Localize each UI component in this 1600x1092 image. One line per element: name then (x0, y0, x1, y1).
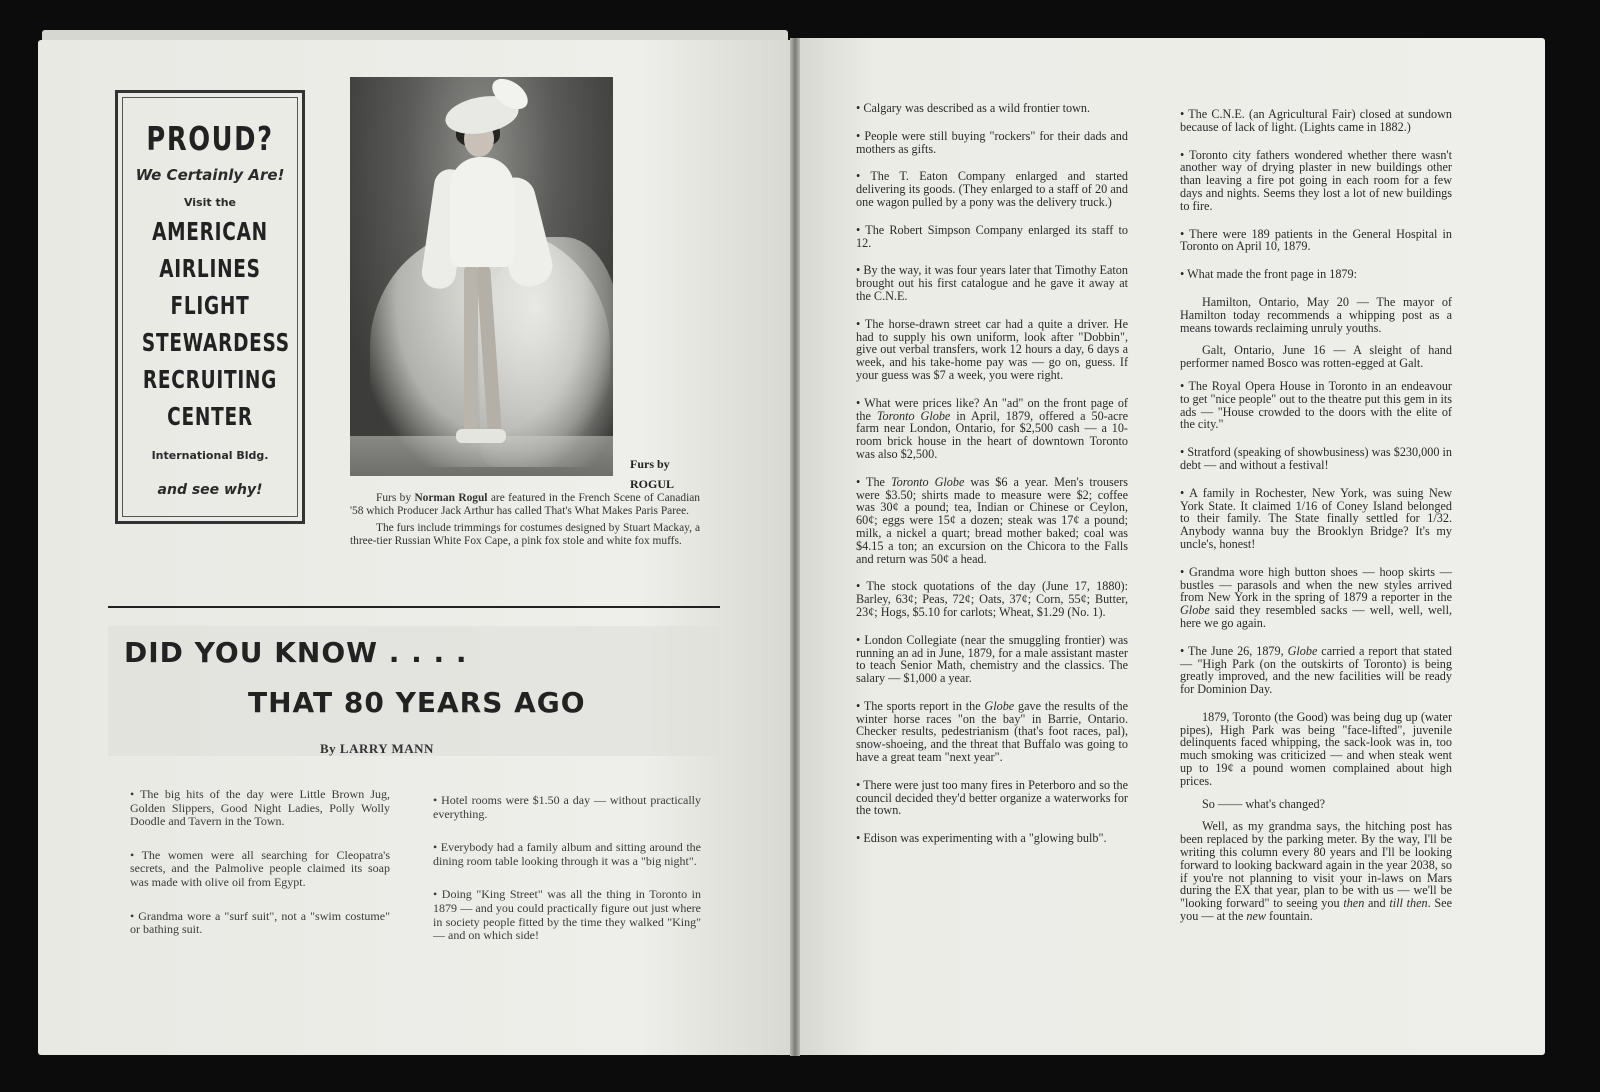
fashion-photo (350, 77, 613, 476)
list-item: • Doing "King Street" was all the thing in Toronto in 1879 — and you could practically figure out just where in society people fitted by the time they walked "King" — and on which side! (433, 887, 701, 943)
list-item: • Hotel rooms were $1.50 a day — without practically everything. (433, 793, 701, 821)
ad-line: STEWARDESS (141, 328, 290, 357)
list-item: • People were still buying "rockers" for their dads and mothers as gifts. (856, 128, 1128, 156)
caption-text: Furs by (376, 492, 415, 504)
item-text: was $6 a year. Men's trousers were $3.50; shirts made to measure were $2; coffee was 30¢ a pound; tea, Indian or Chinese or Ceylon, 60¢; eggs were 15¢ a dozen; steak was 17¢ a pound; milk, a nickel a quart; bread mother baked; coal was $4.15 a ton; an excursion on the Chicora to the Falls and return was 50¢ a head. (856, 474, 1128, 566)
item-text: • The June 26, 1879, (1180, 643, 1288, 658)
list-item: • The Royal Opera House in Toronto in an endeavour to get "nice people" out to the theatre put this gem in its ads — "House crowded to the doors with the elite of the city." (1180, 378, 1452, 432)
list-item (1180, 566, 1452, 630)
ad-name-lines (118, 213, 302, 435)
ad-subheadline: We Certainly Are! (135, 166, 285, 184)
news-item: Hamilton, Ontario, May 20 — The mayor of Hamilton today recommends a whipping post as a means towards reclaiming unruly youths. (1180, 294, 1452, 335)
list-item: • The Robert Simpson Company enlarged its staff to 12. (856, 222, 1128, 250)
section-divider (108, 606, 720, 608)
list-item: • Calgary was described as a wild frontier town. (856, 101, 1091, 115)
caption-paragraph: The furs include trimmings for costumes designed by Stuart Mackay, a three-tier Russian White Fox Cape, a pink fox stole and white fox muffs. (350, 522, 700, 547)
list-item: • Toronto city fathers wondered whether there wasn't another way of drying plaster in new buildings other than leaving a fire pot going in each room for a few days and nights. Seems they lost a lot of new buildings to fire. (1180, 147, 1452, 213)
ad-visit-text: Visit the (183, 196, 237, 209)
article-byline: By LARRY MANN (320, 741, 434, 756)
photo-credit-line: Furs by (630, 457, 670, 471)
item-text: in April, 1879, offered a 50-acre farm near London, Ontario, for $2,500 cash — a 10-room brick house in the heart of downtown Toronto was also $2,500. (856, 408, 1129, 461)
list-item: • The big hits of the day were Little Brown Jug, Golden Slippers, Good Night Ladies, Polly Wolly Doodle and Tavern in the Town. (130, 787, 390, 829)
item-text: fountain. (1265, 909, 1313, 924)
caption-paragraph (350, 492, 700, 517)
ad-line: AIRLINES (159, 254, 261, 283)
photo-leg (464, 265, 478, 435)
emphasis: new (1246, 909, 1266, 924)
newspaper-name: Globe (1287, 643, 1318, 658)
list-item: • The women were all searching for Cleopatra's secrets, and the Palmolive people claimed its soap was made with olive oil from Egypt. (130, 847, 390, 889)
photo-bodice (450, 157, 514, 267)
list-item: • The T. Eaton Company enlarged and started delivering its goods. (They enlarged to a staff of 20 and one wagon pulled by a pony was the delivery truck.) (856, 169, 1128, 209)
list-item: • Grandma wore a "surf suit", not a "swim costume" or bathing suit. (130, 908, 390, 937)
article-column-left-2 (433, 794, 701, 963)
ad-line: FLIGHT (170, 291, 250, 320)
list-item: • Stratford (speaking of showbusiness) was $230,000 in debt — and without a festival! (1180, 445, 1452, 472)
list-item: • What made the front page in 1879: (1180, 267, 1357, 282)
list-item: • London Collegiate (near the smuggling frontier) was running an ad in June, 1879, for a male assistant master to teach Senior Math, chemistry and the classics. The salary — $1,000 a year. (856, 632, 1128, 686)
closing-paragraph (1180, 820, 1452, 922)
list-item (856, 700, 1128, 764)
list-item: • A family in Rochester, New York, was suing New York State. It claimed 1/16 of Coney Island belonged to their family. The State finally settled for 1/32. Anybody wanna buy the Brooklyn Bridge? It's my uncle's, honest! (1180, 485, 1452, 551)
paragraph: 1879, Toronto (the Good) was being dug up (water pipes), High Park was being "face-lifted", juvenile delinquents faced whipping, the sack-look was in, too much smoking was criticized — and when steak went up to 19¢ a pound women complained about high prices. (1180, 709, 1452, 788)
ad-headline: PROUD? (146, 119, 274, 158)
ad-building: International Bldg. (151, 449, 269, 462)
list-item (856, 476, 1128, 566)
article-column-right-2 (1180, 108, 1452, 933)
advertisement-box (115, 90, 305, 524)
list-item: • The horse-drawn street car had a quite a driver. He had to supply his own uniform, look after "Dobbin", give out verbal transfers, work 12 hours a day, 6 days a week, and his take-home pay was — go on, guess. If your guess was $7 a week, you were right. (856, 316, 1128, 382)
newspaper-name: Toronto Globe (890, 474, 965, 489)
article-column-right-1 (856, 102, 1128, 860)
newspaper-name: Globe (1180, 603, 1210, 618)
caption-name: Norman Rogul (414, 492, 488, 504)
article-title-line2: THAT 80 YEARS AGO (248, 686, 586, 719)
emphasis: till then (1389, 896, 1428, 911)
emphasis: then (1343, 896, 1365, 911)
item-text: said they resembled sacks — well, well, well, here we go again. (1180, 603, 1452, 630)
photo-credit (630, 454, 674, 494)
ad-line: AMERICAN (152, 217, 268, 246)
booklet-spine (790, 38, 800, 1056)
caption-text: are featured in the French Scene of Canadian '58 which Producer Jack Arthur has called That's What Makes Paris Paree. (350, 492, 700, 517)
left-page (38, 40, 790, 1055)
list-item: • The C.N.E. (an Agricultural Fair) closed at sundown because of lack of light. (Lights came in 1882.) (1180, 107, 1452, 134)
right-page (800, 38, 1545, 1055)
item-text: • What were prices like? An "ad" on the front page of the (856, 395, 1128, 423)
ad-line: CENTER (167, 402, 253, 431)
item-text: Well, as my grandma says, the hitching post has been replaced by the parking meter. By the way, I'll be writing this column every 80 years and I'll be looking forward to looking backward again in the year 2038, so if you're not planning to visit your in-laws on Mars during the EX that year, plan to be with us — we'll be "looking forward" to seeing you (1180, 819, 1452, 911)
article-column-left-1 (130, 788, 390, 957)
news-item: Galt, Ontario, June 16 — A sleight of hand performer named Bosco was rotten-egged at Galt. (1180, 343, 1452, 371)
item-text: • Grandma wore high button shoes — hoop skirts — bustles — parasols and when the new styles arrived from New York in the spring of 1879 a reporter in the (1180, 564, 1452, 605)
ad-line: RECRUITING (142, 365, 278, 394)
newspaper-name: Toronto Globe (876, 408, 951, 423)
list-item: • Edison was experimenting with a "glowing bulb". (856, 831, 1107, 846)
newspaper-name: Globe (984, 698, 1015, 713)
article-title-line1: DID YOU KNOW . . . . (124, 636, 468, 669)
item-text: gave the results of the winter horse races "on the bay" in Barrie, Ontario. Checker results, pedestrianism (that's foot races, pal), snow-shoeing, and the threat that Buffalo was going to have a great team "next year". (856, 698, 1128, 765)
list-item (856, 397, 1128, 461)
list-item (1180, 645, 1452, 696)
photo-credit-line: ROGUL (630, 477, 675, 491)
list-item: • The stock quotations of the day (June 17, 1880): Barley, 63¢; Peas, 72¢; Oats, 37¢; Corn, 55¢; Butter, 23¢; Hogs, $5.10 for carlots; Wheat, $1.29 (No. 1). (856, 579, 1128, 619)
list-item: • Everybody had a family album and sitting around the dining room table looking through it was a "big night". (433, 840, 701, 868)
paragraph: So —— what's changed? (1202, 796, 1326, 811)
item-text: carried a report that stated — "High Park (on the outskirts of Toronto) is being greatly improved, and the new facilities will be ready for Dominion Day. (1180, 643, 1452, 697)
item-text: and (1364, 896, 1390, 911)
photo-caption (350, 492, 700, 552)
list-item: • By the way, it was four years later that Timothy Eaton brought out his first catalogue and he gave it away at the C.N.E. (856, 263, 1128, 303)
list-item: • There were just too many fires in Peterboro and so the council decided they'd better organize a waterworks for the town. (856, 777, 1128, 818)
item-text: . See you — at the (1180, 896, 1452, 924)
photo-shoes (456, 429, 506, 443)
ad-tagline: and see why! (157, 482, 263, 498)
item-text: • The (856, 474, 891, 489)
item-text: • The sports report in the (856, 698, 985, 713)
list-item: • There were 189 patients in the General Hospital in Toronto on April 10, 1879. (1180, 226, 1452, 254)
